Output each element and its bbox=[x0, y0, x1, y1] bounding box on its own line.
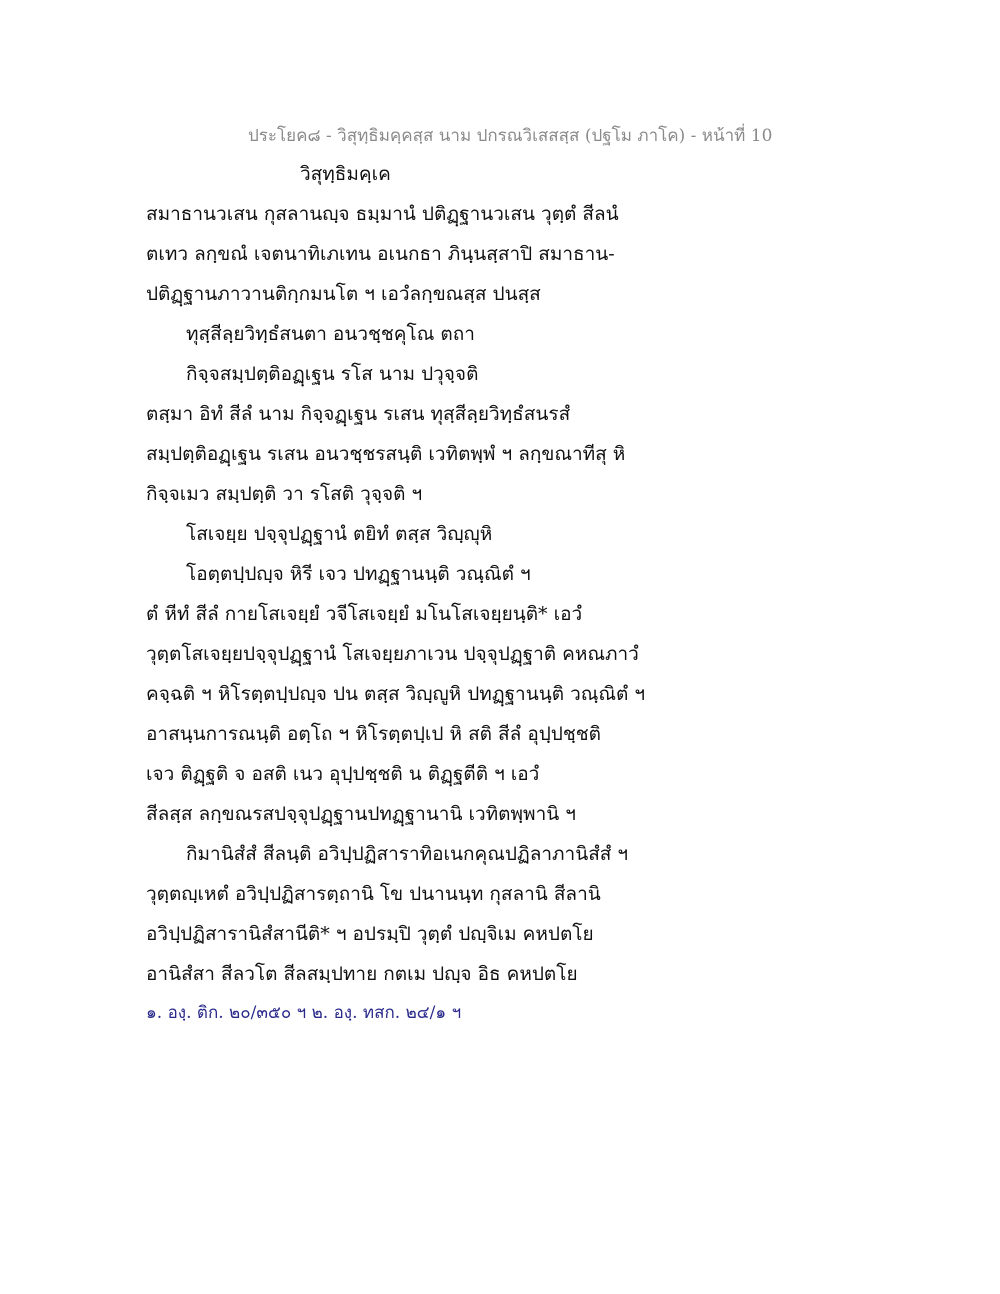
text-line: ตเทว ลกฺขณํ เจตนาทิเภเทน อเนกธา ภินฺนสฺสาปิ สมาธาน- bbox=[146, 243, 615, 265]
chapter-title: วิสุทฺธิมคฺเค bbox=[300, 163, 391, 185]
footnote: ๑. องฺ. ติก. ๒๐/๓๕๐ ฯ ๒. องฺ. ทสก. ๒๔/๑ ฯ bbox=[146, 1003, 462, 1023]
text-line: สีลสฺส ลกฺขณรสปจฺจุปฏฺฐานปทฏฺฐานานิ เวทิตพฺพานิ ฯ bbox=[146, 803, 576, 825]
verse-line: โสเจยฺย ปจฺจุปฏฺฐานํ ตยิทํ ตสฺส วิญฺญุหิ bbox=[186, 523, 493, 545]
verse-line: โอตฺตปฺปญฺจ หิรี เจว ปทฏฺฐานนฺติ วณฺณิตํ ฯ bbox=[186, 563, 531, 585]
text-line: ปติฏฺฐานภาวานติกฺกมนโต ฯ เอวํลกฺขณสฺส ปนสฺส bbox=[146, 283, 541, 305]
paragraph-start-line: กิมานิสํสํ สีลนฺติ อวิปฺปฏิสาราทิอเนกคุณปฏิลาภานิสํสํ ฯ bbox=[186, 843, 629, 865]
text-line: ตสฺมา อิทํ สีลํ นาม กิจฺจฏฺเฐน รเสน ทุสฺสีลฺยวิทฺธํสนรสํ bbox=[146, 403, 571, 425]
text-line: อาสนฺนการณนฺติ อตฺโถ ฯ หิโรตฺตปฺเป หิ สติ สีลํ อุปฺปชฺชติ bbox=[146, 723, 601, 745]
text-line: เจว ติฏฺฐติ จ อสติ เนว อุปฺปชฺชติ น ติฏฺฐตีติ ฯ เอวํ bbox=[146, 763, 540, 785]
text-line: สมฺปตฺติอฏฺเฐน รเสน อนวชฺชรสนฺติ เวทิตพฺพํ ฯ ลกฺขณาทีสุ หิ bbox=[146, 443, 626, 465]
verse-line: ทุสฺสีลฺยวิทฺธํสนตา อนวชฺชคุโณ ตถา bbox=[186, 323, 475, 345]
text-line: วุตฺตโสเจยฺยปจฺจุปฏฺฐานํ โสเจยฺยภาเวน ปจฺจุปฏฺฐาติ คหณภาวํ bbox=[146, 643, 639, 665]
text-line: กิจฺจเมว สมฺปตฺติ วา รโสติ วุจฺจติ ฯ bbox=[146, 483, 423, 505]
text-line: คจฺฉติ ฯ หิโรตฺตปฺปญฺจ ปน ตสฺส วิญฺญูหิ ปทฏฺฐานนฺติ วณฺณิตํ ฯ bbox=[146, 683, 646, 705]
verse-line: กิจฺจสมฺปตฺติอฏฺเฐน รโส นาม ปวุจฺจติ bbox=[186, 363, 479, 385]
text-line: สมาธานวเสน กุสลานญฺจ ธมฺมานํ ปติฏฺฐานวเสน วุตฺตํ สีลนํ bbox=[146, 203, 619, 225]
text-line: อวิปฺปฏิสารานิสํสานีติ* ฯ อปรมฺปิ วุตฺตํ ปญฺจิเม คหปตโย bbox=[146, 923, 594, 945]
running-header: ประโยค๘ - วิสุทฺธิมคฺคสฺส นาม ปกรณวิเสสสฺส (ปฐโม ภาโค) - หน้าที่ 10 bbox=[248, 126, 773, 146]
body-text bbox=[146, 200, 846, 1034]
text-line: ตํ หีทํ สีลํ กายโสเจยฺยํ วจีโสเจยฺยํ มโนโสเจยฺยนฺติ* เอวํ bbox=[146, 603, 583, 625]
text-line: อานิสํสา สีลวโต สีลสมฺปทาย กตเม ปญฺจ อิธ คหปตโย bbox=[146, 963, 578, 985]
text-line: วุตฺตญฺเหตํ อวิปฺปฏิสารตฺถานิ โข ปนานนฺท กุสลานิ สีลานิ bbox=[146, 883, 601, 905]
